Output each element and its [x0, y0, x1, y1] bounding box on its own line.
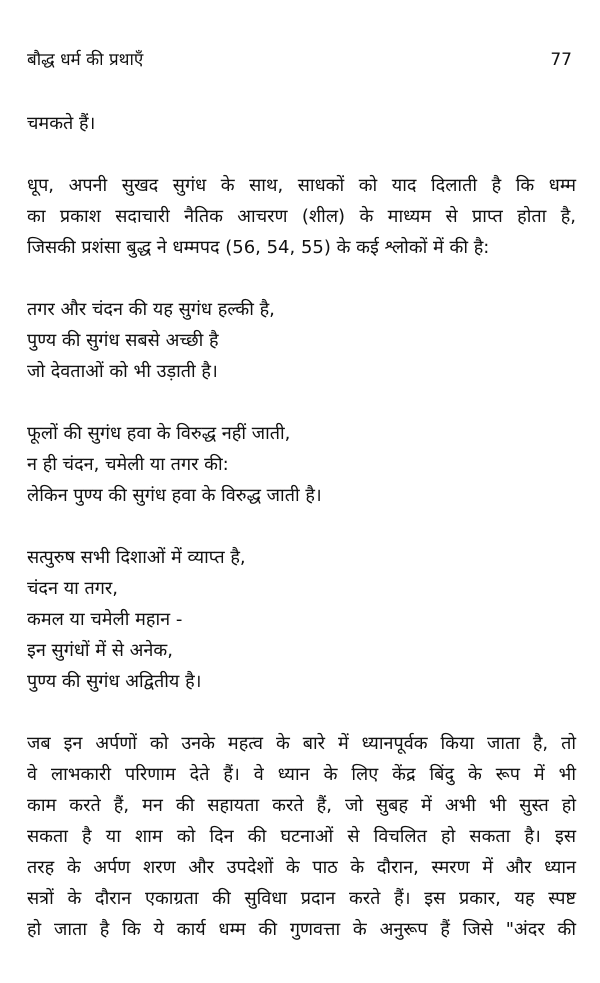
verse-line: लेकिन पुण्य की सुगंध हवा के विरुद्ध जाती है। — [27, 485, 322, 506]
text-line: का प्रकाश सदाचारी नैतिक आचरण (शील) के माध्यम से प्राप्त होता है, — [27, 206, 576, 227]
page-body — [27, 108, 576, 976]
verse-line: जो देवताओं को भी उड़ाती है। — [27, 361, 218, 382]
text-line: सत्रों के दौरान एकाग्रता की सुविधा प्रदान करते हैं। इस प्रकार, यह स्पष्ट — [27, 888, 576, 909]
book-title: बौद्ध धर्म की प्रथाएँ — [27, 50, 144, 70]
verse-line: फूलों की सुगंध हवा के विरुद्ध नहीं जाती, — [27, 423, 291, 444]
text-line: धूप, अपनी सुखद सुगंध के साथ, साधकों को याद दिलाती है कि धम्म — [27, 175, 576, 196]
verse-line: पुण्य की सुगंध सबसे अच्छी है — [27, 330, 219, 351]
verse-line: न ही चंदन, चमेली या तगर की: — [27, 454, 229, 475]
text-line: तरह के अर्पण शरण और उपदेशों के पाठ के दौरान, स्मरण में और ध्यान — [27, 857, 576, 878]
verse-line: पुण्य की सुगंध अद्वितीय है। — [27, 671, 202, 692]
text-line: चमकते हैं। — [27, 113, 96, 134]
page-number: 77 — [550, 50, 572, 70]
paragraph-incense — [27, 170, 576, 263]
text-line: काम करते हैं, मन की सहायता करते हैं, जो सुबह में अभी भी सुस्त हो — [27, 795, 576, 816]
verse-line: चंदन या तगर, — [27, 578, 119, 599]
running-header — [27, 48, 572, 72]
verse-2 — [27, 418, 576, 511]
text-line: सकता है या शाम को दिन की घटनाओं से विचलित हो सकता है। इस — [27, 826, 576, 847]
text-line: जिसकी प्रशंसा बुद्ध ने धम्मपद (56, 54, 55) के कई श्लोकों में की है: — [27, 237, 490, 258]
verse-1 — [27, 294, 576, 387]
paragraph-offerings — [27, 728, 576, 945]
verse-line: तगर और चंदन की यह सुगंध हल्की है, — [27, 299, 275, 320]
paragraph-fragment — [27, 108, 576, 139]
text-line: जब इन अर्पणों को उनके महत्व के बारे में ध्यानपूर्वक किया जाता है, तो — [27, 733, 576, 754]
verse-line: कमल या चमेली महान - — [27, 609, 183, 630]
verse-line: इन सुगंधों में से अनेक, — [27, 640, 173, 661]
text-line: वे लाभकारी परिणाम देते हैं। वे ध्यान के लिए केंद्र बिंदु के रूप में भी — [27, 764, 576, 785]
verse-3 — [27, 542, 576, 697]
verse-line: सत्पुरुष सभी दिशाओं में व्याप्त है, — [27, 547, 246, 568]
text-line: हो जाता है कि ये कार्य धम्म की गुणवत्ता के अनुरूप हैं जिसे "अंदर की — [27, 919, 576, 940]
